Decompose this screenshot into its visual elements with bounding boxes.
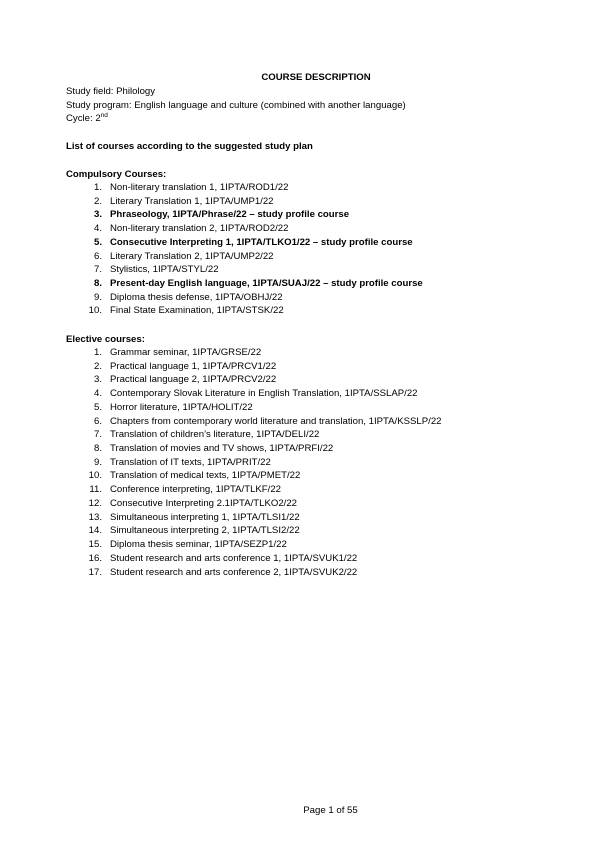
course-name: Translation of IT texts, 1IPTA/PRIT/22 bbox=[110, 456, 271, 468]
course-name: Simultaneous interpreting 1, 1IPTA/TLSI1/22 bbox=[110, 511, 300, 523]
course-name: Final State Examination, 1IPTA/STSK/22 bbox=[110, 305, 284, 317]
course-name: Literary Translation 1, 1IPTA/UMP1/22 bbox=[110, 195, 274, 207]
course-number: 8. bbox=[93, 278, 102, 290]
course-name: Translation of medical texts, 1IPTA/PMET/22 bbox=[110, 470, 301, 482]
elective-course-list bbox=[80, 346, 442, 579]
course-name: Practical language 2, 1IPTA/PRCV2/22 bbox=[110, 374, 277, 386]
course-item bbox=[80, 538, 442, 552]
course-number: 1. bbox=[93, 182, 102, 193]
course-item bbox=[80, 401, 442, 415]
course-name: Present-day English language, 1IPTA/SUAJ/22 – study profile course bbox=[110, 278, 423, 290]
course-item bbox=[80, 304, 423, 318]
course-item bbox=[80, 497, 442, 511]
course-item bbox=[80, 291, 423, 305]
course-number: 7. bbox=[93, 429, 102, 441]
course-number: 5. bbox=[93, 236, 102, 248]
course-item bbox=[80, 373, 442, 387]
study-program: Study program: English language and culture (combined with another language) bbox=[66, 99, 406, 111]
program-info bbox=[66, 85, 406, 126]
course-name: Non-literary translation 2, 1IPTA/ROD2/22 bbox=[110, 223, 289, 235]
course-number: 11. bbox=[89, 484, 102, 496]
course-name: Consecutive Interpreting 1, 1IPTA/TLKO1/22 – study profile course bbox=[110, 236, 413, 248]
course-name: Translation of children’s literature, 1IPTA/DELI/22 bbox=[110, 429, 320, 441]
course-name: Contemporary Slovak Literature in English Translation, 1IPTA/SSLAP/22 bbox=[110, 388, 418, 400]
course-item bbox=[80, 195, 423, 209]
course-name: Simultaneous interpreting 2, 1IPTA/TLSI2/22 bbox=[110, 525, 300, 537]
course-number: 12. bbox=[88, 497, 102, 509]
course-name: Grammar seminar, 1IPTA/GRSE/22 bbox=[110, 347, 262, 358]
course-number: 9. bbox=[93, 456, 102, 468]
course-name: Student research and arts conference 1, 1IPTA/SVUK1/22 bbox=[110, 552, 358, 564]
course-name: Phraseology, 1IPTA/Phrase/22 – study profile course bbox=[110, 209, 350, 221]
course-number: 2. bbox=[93, 195, 102, 207]
course-item bbox=[80, 552, 442, 566]
course-name: Diploma thesis defense, 1IPTA/OBHJ/22 bbox=[110, 291, 283, 303]
course-item bbox=[80, 346, 442, 360]
course-number: 15. bbox=[88, 539, 102, 551]
course-name: Student research and arts conference 2, 1IPTA/SVUK2/22 bbox=[110, 566, 358, 578]
course-item bbox=[80, 566, 442, 580]
compulsory-heading: Compulsory Courses: bbox=[66, 169, 167, 180]
page-number: Page 1 of 55 bbox=[303, 805, 358, 816]
course-number: 10. bbox=[88, 305, 102, 317]
course-item bbox=[80, 360, 442, 374]
course-number: 1. bbox=[93, 347, 102, 358]
course-number: 17. bbox=[88, 566, 102, 578]
course-item bbox=[80, 263, 423, 277]
course-number: 9. bbox=[93, 291, 102, 303]
cycle-ordinal-suffix: nd bbox=[100, 112, 108, 120]
course-item bbox=[80, 208, 423, 222]
course-item bbox=[80, 483, 442, 497]
study-field: Study field: Philology bbox=[66, 86, 156, 97]
compulsory-course-list bbox=[80, 181, 423, 318]
course-name: Non-literary translation 1, 1IPTA/ROD1/22 bbox=[110, 182, 289, 193]
course-name: Diploma thesis seminar, 1IPTA/SEZP1/22 bbox=[110, 539, 287, 551]
course-number: 4. bbox=[93, 223, 102, 235]
elective-heading: Elective courses: bbox=[66, 334, 145, 345]
course-item bbox=[80, 250, 423, 264]
document-title: COURSE DESCRIPTION bbox=[261, 72, 371, 83]
course-number: 13. bbox=[88, 511, 102, 523]
course-number: 5. bbox=[93, 401, 102, 413]
course-item bbox=[80, 222, 423, 236]
course-item bbox=[80, 387, 442, 401]
course-name: Practical language 1, 1IPTA/PRCV1/22 bbox=[110, 360, 277, 372]
course-number: 6. bbox=[93, 415, 102, 427]
course-name: Translation of movies and TV shows, 1IPTA/PRFI/22 bbox=[110, 443, 334, 455]
course-item bbox=[80, 415, 442, 429]
course-item bbox=[80, 236, 423, 250]
course-item bbox=[80, 428, 442, 442]
course-number: 10. bbox=[88, 470, 102, 482]
course-number: 3. bbox=[93, 209, 102, 221]
course-name: Horror literature, 1IPTA/HOLIT/22 bbox=[110, 401, 253, 413]
cycle-text: Cycle: 2 bbox=[66, 113, 101, 125]
course-name: Conference interpreting, 1IPTA/TLKF/22 bbox=[110, 484, 281, 496]
course-number: 4. bbox=[93, 388, 102, 400]
course-item bbox=[80, 511, 442, 525]
course-number: 2. bbox=[93, 360, 102, 372]
course-number: 6. bbox=[93, 250, 102, 262]
course-item bbox=[80, 469, 442, 483]
list-heading: List of courses according to the suggested study plan bbox=[66, 141, 313, 152]
course-name: Stylistics, 1IPTA/STYL/22 bbox=[110, 264, 219, 276]
course-number: 8. bbox=[93, 443, 102, 455]
course-number: 14. bbox=[88, 525, 102, 537]
course-item bbox=[80, 456, 442, 470]
course-item bbox=[80, 524, 442, 538]
course-number: 16. bbox=[88, 552, 102, 564]
course-number: 3. bbox=[93, 374, 102, 386]
course-item bbox=[80, 442, 442, 456]
course-number: 7. bbox=[93, 264, 102, 276]
course-name: Consecutive Interpreting 2.1IPTA/TLKO2/22 bbox=[110, 497, 297, 509]
course-item bbox=[80, 277, 423, 291]
course-name: Chapters from contemporary world literature and translation, 1IPTA/KSSLP/22 bbox=[110, 415, 442, 427]
course-name: Literary Translation 2, 1IPTA/UMP2/22 bbox=[110, 250, 274, 262]
cycle bbox=[66, 112, 406, 126]
course-item bbox=[80, 181, 423, 195]
